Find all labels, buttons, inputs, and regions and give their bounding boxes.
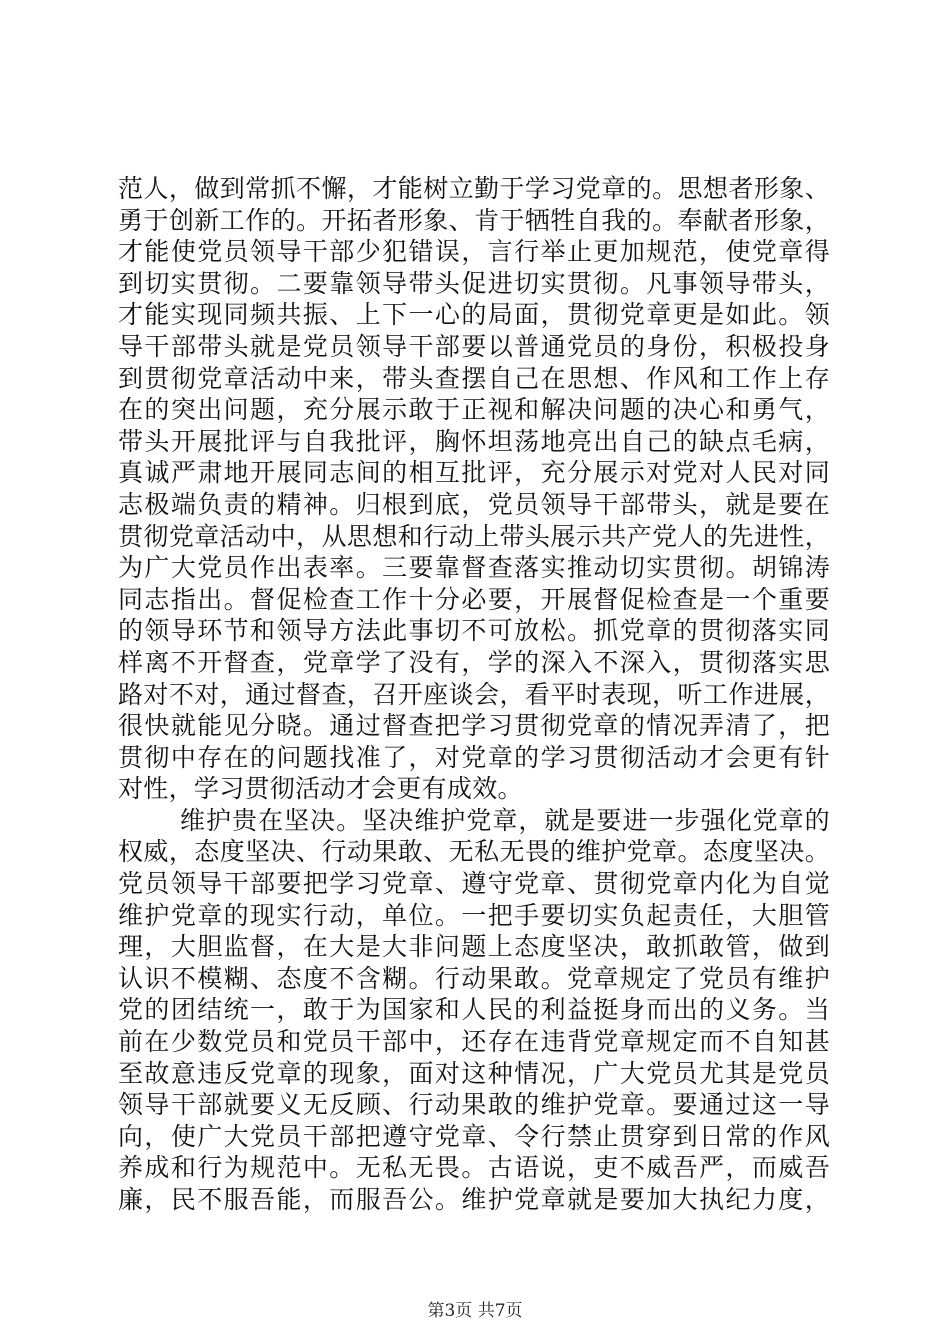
text-line: 勇于创新工作的。开拓者形象、肯于牺牲自我的。奉献者形象， xyxy=(118,205,830,235)
text-line: 认识不模糊、态度不含糊。行动果敢。党章规定了党员有维护 xyxy=(118,963,830,993)
text-line: 很快就能见分晓。通过督查把学习贯彻党章的情况弄清了，把 xyxy=(118,711,830,741)
text-line: 路对不对，通过督查，召开座谈会，看平时表现，听工作进展， xyxy=(118,679,830,709)
text-line: 领导干部就要义无反顾、行动果敢的维护党章。要通过这一导 xyxy=(118,1090,830,1120)
paragraph xyxy=(118,173,830,805)
text-line: 到贯彻党章活动中来，带头查摆自己在思想、作风和工作上存 xyxy=(118,363,830,393)
text-line: 带头开展批评与自我批评，胸怀坦荡地亮出自己的缺点毛病， xyxy=(118,426,830,456)
text-line: 权威，态度坚决、行动果敢、无私无畏的维护党章。态度坚决。 xyxy=(118,837,830,867)
text-line: 导干部带头就是党员领导干部要以普通党员的身份，积极投身 xyxy=(118,331,830,361)
text-line: 才能使党员领导干部少犯错误，言行举止更加规范，使党章得 xyxy=(118,237,830,267)
body-text xyxy=(118,173,830,1216)
text-line: 向，使广大党员干部把遵守党章、令行禁止贯穿到日常的作风 xyxy=(118,1121,830,1151)
text-line: 党的团结统一，敢于为国家和人民的利益挺身而出的义务。当 xyxy=(118,995,830,1025)
text-line: 贯彻中存在的问题找准了，对党章的学习贯彻活动才会更有针 xyxy=(118,742,830,772)
text-line: 维护党章的现实行动，单位。一把手要切实负起责任，大胆管 xyxy=(118,900,830,930)
text-line: 前在少数党员和党员干部中，还存在违背党章规定而不自知甚 xyxy=(118,1027,830,1057)
text-line: 对性，学习贯彻活动才会更有成效。 xyxy=(118,774,523,804)
text-line: 同志指出。督促检查工作十分必要，开展督促检查是一个重要 xyxy=(118,584,830,614)
text-line: 党员领导干部要把学习党章、遵守党章、贯彻党章内化为自觉 xyxy=(118,869,830,899)
text-line: 廉，民不服吾能，而服吾公。维护党章就是要加大执纪力度， xyxy=(118,1185,830,1214)
text-line: 至故意违反党章的现象，面对这种情况，广大党员尤其是党员 xyxy=(118,1058,830,1088)
text-line: 范人，做到常抓不懈，才能树立勤于学习党章的。思想者形象、 xyxy=(118,174,830,203)
text-line: 养成和行为规范中。无私无畏。古语说，吏不威吾严，而威吾 xyxy=(118,1153,830,1183)
text-line: 贯彻党章活动中，从思想和行动上带头展示共产党人的先进性， xyxy=(118,521,830,551)
text-line: 才能实现同频共振、上下一心的局面，贯彻党章更是如此。领 xyxy=(118,300,830,330)
text-line: 样离不开督查，党章学了没有，学的深入不深入，贯彻落实思 xyxy=(118,647,830,677)
page-footer: 第3页 共7页 xyxy=(427,1301,523,1321)
text-line: 为广大党员作出表率。三要靠督查落实推动切实贯彻。胡锦涛 xyxy=(118,553,830,583)
text-line: 理，大胆监督，在大是大非问题上态度坚决，敢抓敢管，做到 xyxy=(118,932,830,962)
text-line: 真诚严肃地开展同志间的相互批评，充分展示对党对人民对同 xyxy=(118,458,830,488)
text-line: 在的突出问题，充分展示敢于正视和解决问题的决心和勇气， xyxy=(118,395,830,425)
text-line: 的领导环节和领导方法此事切不可放松。抓党章的贯彻落实同 xyxy=(118,616,830,646)
text-line: 到切实贯彻。二要靠领导带头促进切实贯彻。凡事领导带头， xyxy=(118,268,830,298)
paragraph xyxy=(118,805,830,1216)
text-line: 志极端负责的精神。归根到底，党员领导干部带头，就是要在 xyxy=(118,489,830,519)
text-line: 维护贵在坚决。坚决维护党章，就是要进一步强化党章的 xyxy=(180,805,830,835)
